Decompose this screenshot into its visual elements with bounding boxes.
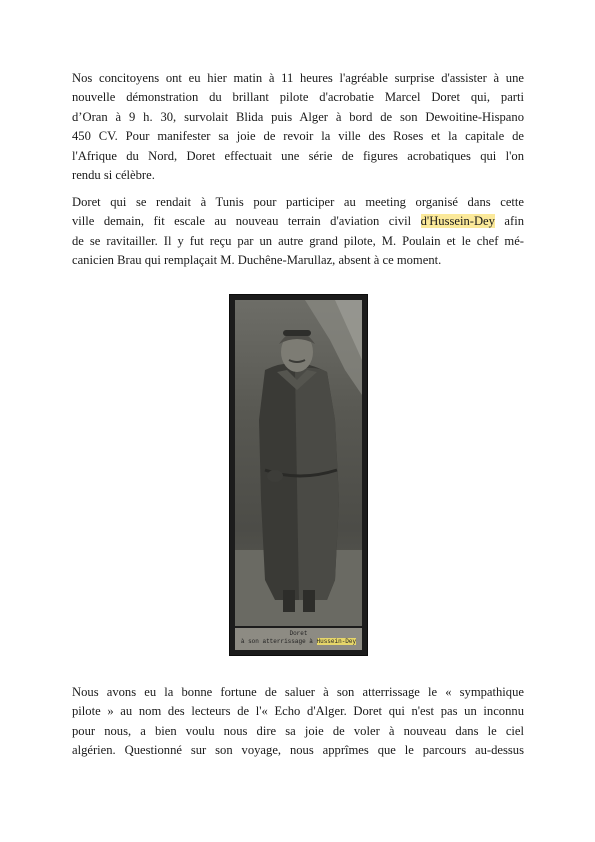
paragraph-3-line: Nous avons eu la bonne fortune de saluer à son atterrissage le « sympathique (72, 685, 524, 699)
line-text: afin (494, 214, 524, 229)
caption-text: à son atterrissage à (240, 638, 317, 645)
paragraph-3-line: pour nous, a bien voulu nous dire sa joie de voler à nouveau dans le ciel (72, 723, 524, 738)
paragraph-1-line: rendu si célèbre. (72, 168, 155, 183)
paragraph-1-line: d’Oran à 9 h. 30, survolait Blida puis Alger à bord de son Dewoitine-Hispano (72, 109, 524, 124)
paragraph-2-line-highlighted (72, 212, 524, 231)
paragraph-1-line: 450 CV. Pour manifester sa joie de revoir la ville des Roses et la capitale de (72, 129, 524, 144)
highlighted-place-name: d'Hussein-Dey (420, 214, 495, 229)
paragraph-3-line: algérien. Questionné sur son voyage, nous apprîmes que le parcours au-dessus (72, 743, 524, 758)
caption-highlighted-place: Hussein-Dey (316, 638, 357, 645)
pilot-photograph (235, 300, 362, 626)
paragraph-3 (72, 683, 524, 761)
paragraph-1 (72, 69, 524, 185)
paragraph-2-line: de se ravitailler. Il y fut reçu par un autre grand pilote, M. Poulain et le chef mé- (72, 233, 524, 248)
paragraph-2-line: Doret qui se rendait à Tunis pour participer au meeting organisé dans cette (72, 195, 524, 209)
paragraph-1-line: l'Afrique du Nord, Doret effectuait une série de figures acrobatiques qui l'on (72, 148, 524, 163)
paragraph-2 (72, 193, 524, 271)
paragraph-1-line: Nos concitoyens ont eu hier matin à 11 heures l'agréable surprise d'assister à une (72, 71, 524, 85)
pilot-figure-illustration (235, 300, 362, 626)
paragraph-3-line: pilote » au nom des lecteurs de l'« Echo d'Alger. Doret qui n'est pas un inconnu (72, 704, 524, 719)
paragraph-2-line: canicien Brau qui remplaçait M. Duchêne-Marullaz, absent à ce moment. (72, 253, 442, 268)
newspaper-photo (229, 294, 368, 656)
caption-name: Doret (289, 630, 308, 637)
paragraph-1-line: nouvelle démonstration du brillant pilote d'acrobatie Marcel Doret qui, parti (72, 90, 524, 105)
photo-caption (235, 628, 362, 650)
line-text: ville demain, fit escale au nouveau terrain d'aviation civil (72, 214, 421, 229)
caption-line (235, 638, 362, 646)
